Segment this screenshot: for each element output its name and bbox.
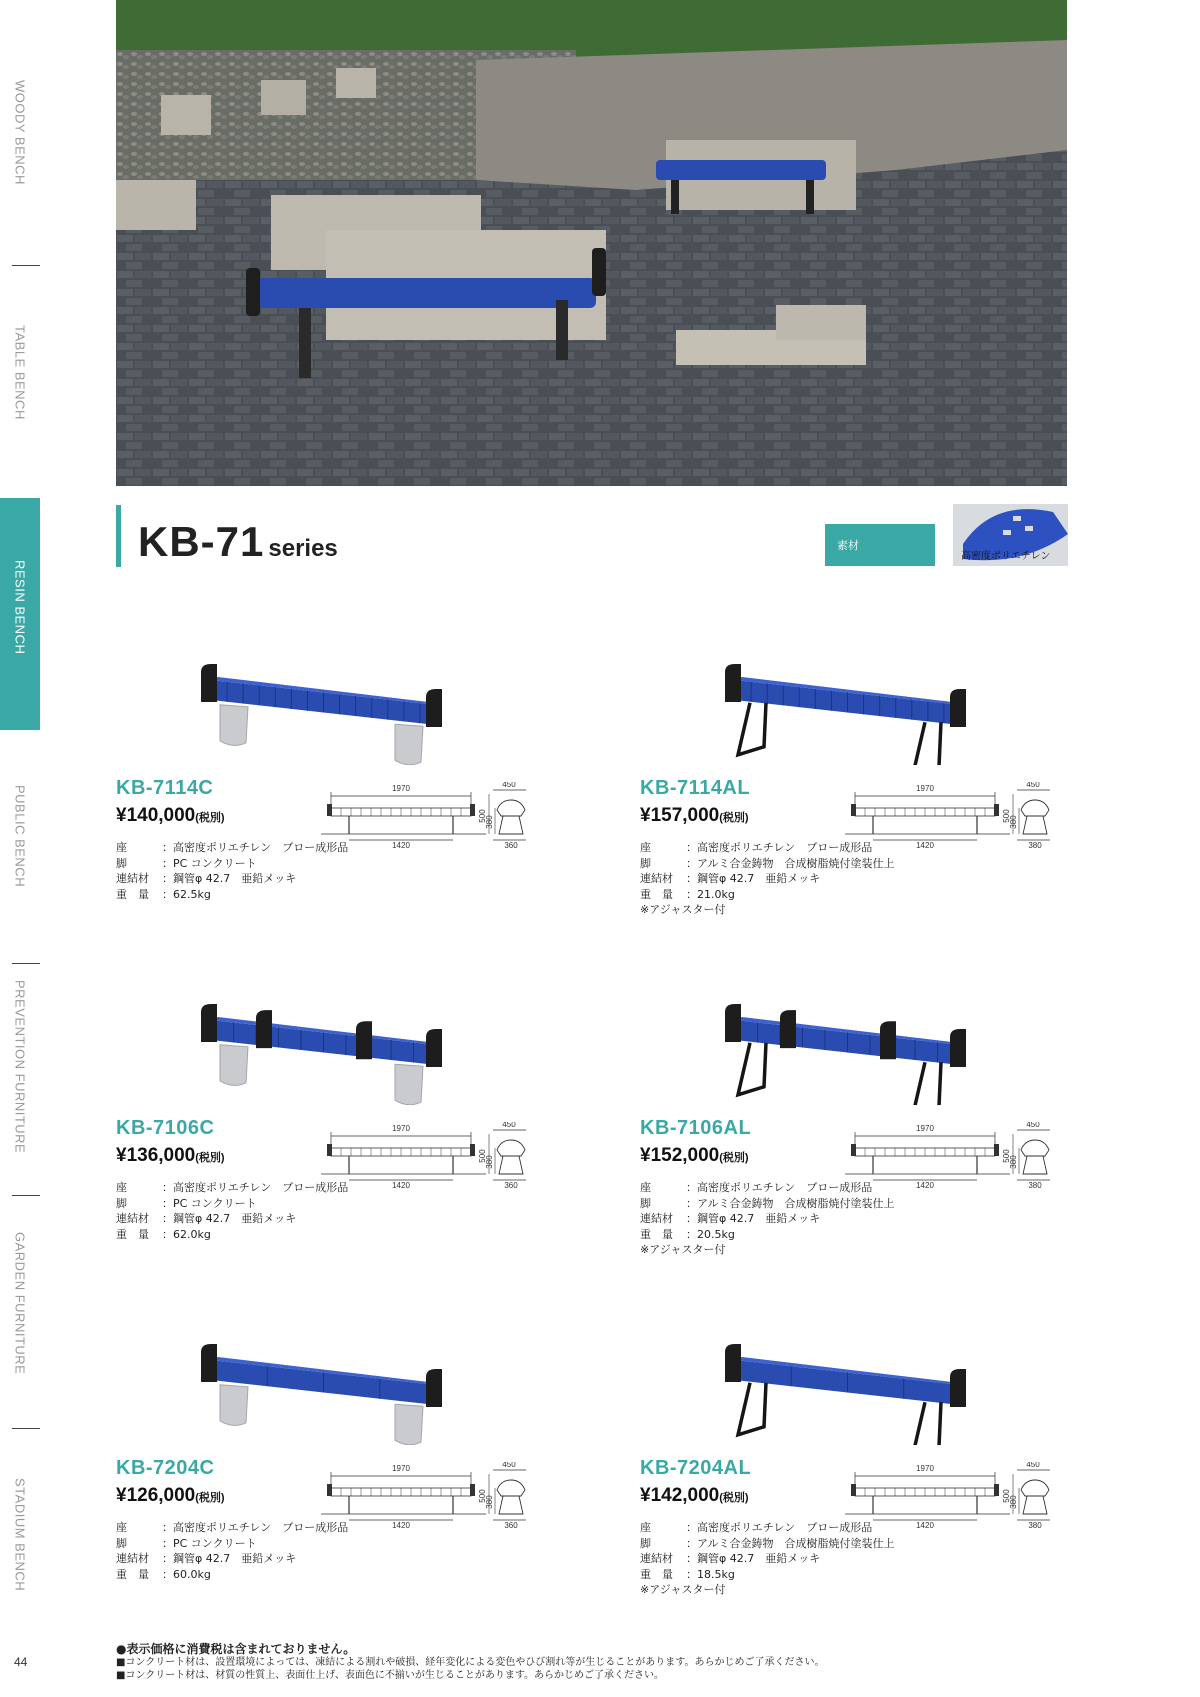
seat-height-label: 380 (1009, 1155, 1018, 1169)
product-specs (640, 1520, 895, 1598)
seat-height-label: 380 (1009, 815, 1018, 829)
spec-value: ※アジャスター付 (640, 1243, 726, 1256)
sidebar-divider (12, 1428, 40, 1429)
spec-value: ：PC コンクリート (162, 1196, 257, 1210)
sidebar-item-garden-furniture[interactable]: GARDEN FURNITURE (12, 1232, 28, 1375)
bench-illustration (196, 1330, 456, 1445)
total-width-label: 1970 (916, 1464, 934, 1473)
sidebar-item-prevention-furniture[interactable]: PREVENTION FURNITURE (12, 980, 28, 1154)
depth-label: 450 (1026, 782, 1040, 789)
tax-label: (税別) (195, 812, 225, 824)
product-specs (640, 840, 895, 918)
spec-label: 連結材 (640, 1212, 673, 1225)
material-label: 素材 (837, 539, 859, 552)
spec-label: 脚 (116, 1196, 127, 1210)
tax-note: ●表示価格に消費税は含まれておりません。 (116, 1642, 356, 1656)
total-width-label: 1970 (392, 784, 410, 793)
product-specs (116, 1180, 348, 1242)
leg-span-label: 1420 (392, 1521, 410, 1530)
material-caption: 高密度ポリエチレン (961, 551, 1051, 562)
spec-value: ※アジャスター付 (640, 903, 726, 916)
spec-row (640, 856, 895, 872)
product-code: KB-7204AL (640, 1457, 752, 1479)
tax-label: (税別) (719, 1492, 749, 1504)
plaza-scene-image (116, 0, 1067, 486)
base-width-label: 380 (1028, 1181, 1042, 1190)
spec-row (640, 871, 895, 887)
tax-label: (税別) (195, 1152, 225, 1164)
sidebar-item-stadium-bench[interactable]: STADIUM BENCH (12, 1478, 28, 1592)
spec-value: ：鋼管φ 42.7 亜鉛メッキ (162, 1212, 297, 1225)
product-price (116, 805, 225, 827)
sidebar-divider (12, 963, 40, 964)
dimension-drawing (321, 1462, 541, 1542)
depth-label: 450 (1026, 1122, 1040, 1129)
dimension-drawing (321, 782, 541, 862)
height-label: 500 (478, 1149, 487, 1163)
spec-row (116, 856, 348, 872)
spec-row (116, 1567, 348, 1583)
base-width-label: 360 (504, 1521, 518, 1530)
spec-label: 重 量 (116, 887, 149, 901)
bench-illustration (720, 650, 980, 765)
spec-row (116, 1180, 348, 1196)
spec-value: ※アジャスター付 (640, 1583, 726, 1596)
price-value: ¥152,000 (640, 1145, 720, 1166)
product-code: KB-7114AL (640, 777, 751, 799)
spec-label: 座 (640, 841, 651, 854)
seat-height-label: 380 (485, 1155, 494, 1169)
spec-row (116, 1227, 348, 1243)
spec-row (640, 887, 895, 903)
series-name: KB-71 (138, 518, 265, 565)
spec-value: ：高密度ポリエチレン ブロー成形品 (162, 841, 349, 854)
product-price (640, 1145, 749, 1167)
spec-value: ：62.5kg (162, 887, 211, 901)
product-specs (640, 1180, 895, 1258)
spec-row (640, 1227, 895, 1243)
sidebar-item-public-bench[interactable]: PUBLIC BENCH (12, 785, 28, 888)
spec-value: ：アルミ合金鋳物 合成樹脂焼付塗装仕上 (686, 856, 895, 870)
leg-span-label: 1420 (916, 1181, 934, 1190)
spec-row (640, 902, 895, 918)
spec-label: 脚 (640, 1196, 651, 1210)
spec-row (640, 1582, 895, 1598)
price-value: ¥136,000 (116, 1145, 196, 1166)
spec-value: ：PC コンクリート (162, 856, 257, 870)
seat-height-label: 380 (1009, 1495, 1018, 1509)
spec-value: ：鋼管φ 42.7 亜鉛メッキ (686, 1552, 821, 1565)
spec-row (116, 871, 348, 887)
height-label: 500 (1002, 1149, 1011, 1163)
product-code: KB-7114C (116, 777, 214, 799)
spec-value: ：PC コンクリート (162, 1536, 257, 1550)
spec-value: ：21.0kg (686, 887, 735, 901)
spec-label: 重 量 (116, 1567, 149, 1581)
spec-row (116, 1196, 348, 1212)
hero-photo (116, 0, 1067, 486)
spec-label: 連結材 (640, 872, 673, 885)
leg-span-label: 1420 (916, 841, 934, 850)
product-code: KB-7204C (116, 1457, 215, 1479)
spec-row (116, 1520, 348, 1536)
series-suffix: series (268, 535, 338, 562)
spec-label: 重 量 (640, 1567, 673, 1581)
depth-label: 450 (1026, 1462, 1040, 1469)
spec-row (116, 1536, 348, 1552)
spec-value: ：62.0kg (162, 1227, 211, 1241)
spec-label: 脚 (116, 1536, 127, 1550)
spec-label: 連結材 (116, 1552, 149, 1565)
price-value: ¥142,000 (640, 1485, 720, 1506)
spec-value: ：18.5kg (686, 1567, 735, 1581)
series-title (138, 518, 338, 566)
sidebar-item-table-bench[interactable]: TABLE BENCH (12, 325, 28, 420)
bench-illustration (196, 990, 456, 1105)
sidebar-item-woody-bench[interactable]: WOODY BENCH (12, 80, 28, 185)
spec-value: ：アルミ合金鋳物 合成樹脂焼付塗装仕上 (686, 1536, 895, 1550)
title-accent-bar (116, 505, 121, 567)
product-price (640, 1485, 749, 1507)
spec-label: 座 (116, 1181, 127, 1194)
spec-label: 座 (116, 1521, 127, 1534)
height-label: 500 (478, 1489, 487, 1503)
sidebar-divider (12, 1195, 40, 1196)
spec-row (116, 840, 348, 856)
spec-row (640, 840, 895, 856)
spec-label: 重 量 (640, 887, 673, 901)
material-sample (953, 504, 1068, 566)
price-value: ¥157,000 (640, 805, 720, 826)
spec-label: 脚 (640, 1536, 651, 1550)
spec-value: ：鋼管φ 42.7 亜鉛メッキ (162, 1552, 297, 1565)
product-code: KB-7106C (116, 1117, 215, 1139)
product-price (116, 1485, 225, 1507)
tax-label: (税別) (195, 1492, 225, 1504)
spec-value: ：鋼管φ 42.7 亜鉛メッキ (686, 1212, 821, 1225)
bench-illustration (720, 1330, 980, 1445)
spec-label: 座 (116, 841, 127, 854)
spec-row (116, 1211, 348, 1227)
spec-label: 脚 (640, 856, 651, 870)
spec-label: 重 量 (116, 1227, 149, 1241)
base-width-label: 380 (1028, 1521, 1042, 1530)
dimension-drawing (321, 1122, 541, 1202)
depth-label: 450 (502, 1462, 516, 1469)
spec-row (640, 1196, 895, 1212)
product-specs (116, 840, 348, 902)
bench-illustration (196, 650, 456, 765)
tax-label: (税別) (719, 1152, 749, 1164)
total-width-label: 1970 (916, 784, 934, 793)
spec-row (116, 1551, 348, 1567)
spec-row (640, 1567, 895, 1583)
spec-value: ：鋼管φ 42.7 亜鉛メッキ (686, 872, 821, 885)
spec-value: ：60.0kg (162, 1567, 211, 1581)
spec-value: ：高密度ポリエチレン ブロー成形品 (686, 841, 873, 854)
price-value: ¥140,000 (116, 805, 196, 826)
product-specs (116, 1520, 348, 1582)
spec-row (116, 887, 348, 903)
spec-row (640, 1211, 895, 1227)
concrete-note-1: ■コンクリート材は、設置環境によっては、凍結による割れや破損、経年変化による変色やひび割れ等が生じることがあります。あらかじめご了承ください。 (116, 1657, 825, 1668)
total-width-label: 1970 (916, 1124, 934, 1133)
spec-label: 連結材 (116, 872, 149, 885)
spec-value: ：高密度ポリエチレン ブロー成形品 (686, 1521, 873, 1534)
price-value: ¥126,000 (116, 1485, 196, 1506)
spec-label: 脚 (116, 856, 127, 870)
product-price (640, 805, 749, 827)
depth-label: 450 (502, 782, 516, 789)
product-code: KB-7106AL (640, 1117, 752, 1139)
spec-value: ：高密度ポリエチレン ブロー成形品 (162, 1181, 349, 1194)
total-width-label: 1970 (392, 1464, 410, 1473)
sidebar-nav (0, 0, 40, 1697)
concrete-note-2: ■コンクリート材は、材質の性質上、表面仕上げ、表面色に不揃いが生じることがあります。あらかじめご了承ください。 (116, 1670, 665, 1681)
leg-span-label: 1420 (392, 841, 410, 850)
spec-label: 座 (640, 1521, 651, 1534)
spec-value: ：アルミ合金鋳物 合成樹脂焼付塗装仕上 (686, 1196, 895, 1210)
depth-label: 450 (502, 1122, 516, 1129)
spec-label: 座 (640, 1181, 651, 1194)
sidebar-item-resin-bench[interactable]: RESIN BENCH (0, 498, 40, 730)
spec-label: 連結材 (116, 1212, 149, 1225)
spec-row (640, 1536, 895, 1552)
bench-illustration (720, 990, 980, 1105)
product-price (116, 1145, 225, 1167)
page-number: 44 (14, 1655, 28, 1669)
spec-value: ：鋼管φ 42.7 亜鉛メッキ (162, 872, 297, 885)
spec-value: ：20.5kg (686, 1227, 735, 1241)
spec-label: 連結材 (640, 1552, 673, 1565)
spec-row (640, 1242, 895, 1258)
height-label: 500 (478, 809, 487, 823)
leg-span-label: 1420 (916, 1521, 934, 1530)
seat-height-label: 380 (485, 1495, 494, 1509)
seat-height-label: 380 (485, 815, 494, 829)
spec-row (640, 1520, 895, 1536)
spec-value: ：高密度ポリエチレン ブロー成形品 (162, 1521, 349, 1534)
spec-label: 重 量 (640, 1227, 673, 1241)
base-width-label: 360 (504, 841, 518, 850)
height-label: 500 (1002, 1489, 1011, 1503)
material-label-box (825, 524, 935, 566)
base-width-label: 360 (504, 1181, 518, 1190)
tax-label: (税別) (719, 812, 749, 824)
footer-notes (116, 1643, 824, 1682)
spec-row (640, 1551, 895, 1567)
total-width-label: 1970 (392, 1124, 410, 1133)
base-width-label: 380 (1028, 841, 1042, 850)
spec-row (640, 1180, 895, 1196)
height-label: 500 (1002, 809, 1011, 823)
leg-span-label: 1420 (392, 1181, 410, 1190)
sidebar-divider (12, 265, 40, 266)
spec-value: ：高密度ポリエチレン ブロー成形品 (686, 1181, 873, 1194)
